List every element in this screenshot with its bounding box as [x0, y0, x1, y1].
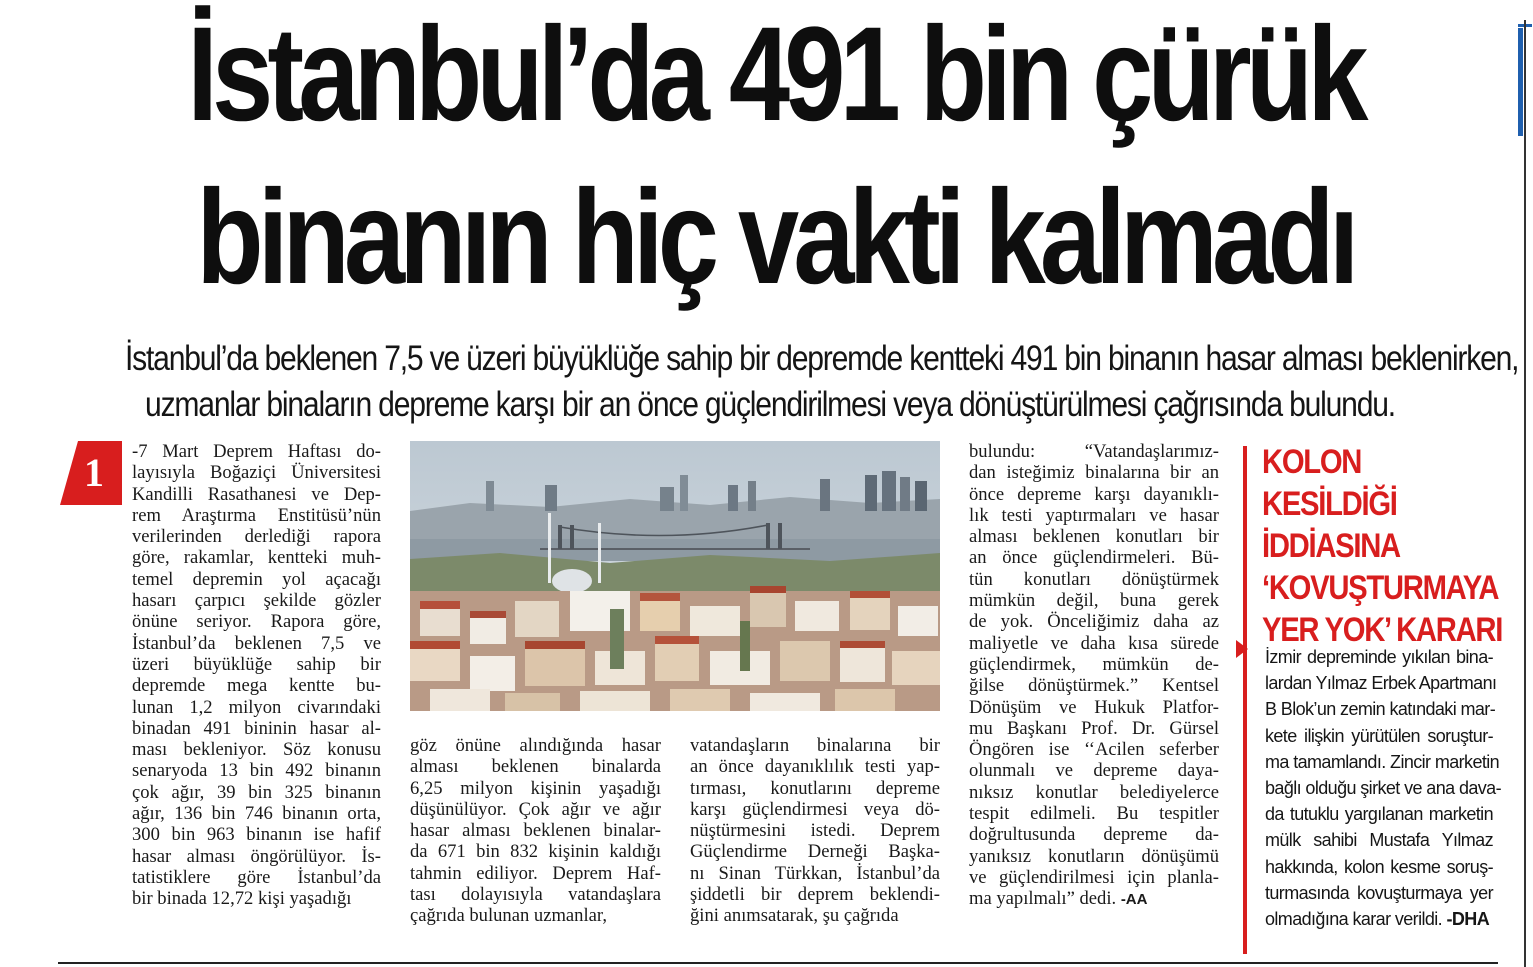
text-line: temel depremin yol açacağı	[132, 568, 381, 590]
text-line: Güçlendirme Derneği Başka-	[690, 841, 940, 863]
text-line: önce depreme karşı dayanıklı-	[969, 483, 1219, 505]
text-line: düşünülüyor. Çok ağır ve ağır	[410, 798, 661, 820]
text-line: vatandaşların binalarına bir	[690, 735, 940, 756]
text-line: tırması, konutlarını depreme	[690, 777, 940, 799]
text-line: alması beklenen binalarda	[410, 756, 661, 778]
text-line: ğilse dönüştürmek.” Kentsel	[969, 675, 1219, 697]
text-line: göre, rakamlar, kentteki muh-	[132, 547, 381, 569]
text-line: senaryoda 13 bin 492 binanın	[132, 760, 381, 782]
text-line: Kandilli Rasathanesi ve Dep-	[132, 483, 381, 505]
istanbul-skyline-photo	[410, 441, 940, 711]
text-line: nüştürmesini istedi. Deprem	[690, 820, 940, 842]
sidebar-title-line: YER YOK’ KARARI	[1262, 611, 1503, 649]
sidebar-title	[1262, 441, 1503, 651]
text-line: an önce dayanıklılık testi yap-	[690, 756, 940, 778]
sidebar-pointer-icon	[1236, 640, 1248, 658]
text-line: ğini anımsatarak, şu çağrıda	[690, 905, 899, 927]
deck	[125, 336, 1519, 428]
text-line: tespit edilmeli. Bu tespitler	[969, 803, 1219, 825]
text-line: layısıyla Boğaziçi Üniversitesi	[132, 462, 381, 484]
sidebar-text-line: da tutuklu yargılanan marketin	[1265, 804, 1493, 825]
text-line: mümkün değil, buna gerek	[969, 590, 1219, 612]
text-line: bulundu: “Vatandaşlarımız-	[969, 441, 1219, 462]
text-line: maliyetle ve daha kısa sürede	[969, 632, 1219, 654]
headline-line-1: İstanbul’da 491 bin çürük	[187, 0, 1363, 149]
sidebar-title-line: KOLON	[1262, 443, 1362, 481]
text-line: lunan 1,2 milyon civarındaki	[132, 696, 381, 718]
text-line: üzeri büyüklüğe sahip bir	[132, 653, 381, 675]
text-line: yanıksız konutların dönüşümü	[969, 845, 1219, 867]
text-line: bir binada 12,72 kişi yaşadığı	[132, 888, 352, 910]
text-line: hasar alması öngörülüyor. İs-	[132, 845, 381, 867]
deck-line-1: İstanbul’da beklenen 7,5 ve üzeri büyüklüğe sahip bir depremde kentteki 491 bin binanın hasar alması beklenirken,	[125, 339, 1519, 378]
sidebar-title-line: İDDİASINA	[1262, 527, 1400, 565]
text-line: -7 Mart Deprem Haftası do-	[132, 441, 381, 462]
text-line: güçlendirmek, mümkün de-	[969, 653, 1219, 675]
text-line: göz önüne alındığında hasar	[410, 735, 661, 756]
text-line: dan isteğimiz binalarına bir an	[969, 462, 1219, 484]
text-line: karşı güçlendirmesi veya dö-	[690, 798, 940, 820]
text-line: depremde mega kentte bu-	[132, 675, 381, 697]
text-line: alması beklenen konutları bir	[969, 526, 1219, 548]
text-line: rem Araştırma Enstitüsü’nün	[132, 504, 381, 526]
article-column-1	[132, 441, 381, 910]
text-line: nıksız konutlar belediyelerce	[969, 781, 1219, 803]
text-line: an önce güçlendirmeleri. Bü-	[969, 547, 1219, 569]
text-line: İstanbul’da beklenen 7,5 ve	[132, 632, 381, 654]
text-line: olunmalı ve depreme daya-	[969, 760, 1219, 782]
text-line: Dönüşüm ve Hukuk Platfor-	[969, 696, 1219, 718]
houses-cluster	[410, 586, 940, 711]
text-line: tahmin ediliyor. Deprem Haf-	[410, 862, 661, 884]
sidebar-text-line: İzmir depreminde yıkılan bina-	[1265, 647, 1493, 667]
article-column-3	[690, 735, 940, 927]
sidebar-title-line: ‘KOVUŞTURMAYA	[1262, 569, 1499, 607]
text-line: ve güçlendirilmesi için planla-	[969, 866, 1219, 888]
article-column-2	[410, 735, 661, 927]
deck-line-2: uzmanlar binaların depreme karşı bir an önce güçlendirilmesi veya dönüştürülmesi çağrısında bulundu.	[145, 385, 1395, 424]
sidebar-text-line: B Blok’un zemin katındaki mar-	[1265, 699, 1496, 720]
article-column-4	[969, 441, 1219, 911]
text-line: çok ağır, 39 bin 325 binanın	[132, 781, 381, 803]
sidebar-text-line: hakkında, kolon kesme soruş-	[1265, 856, 1493, 877]
closing-text: ma yapılmalı” dedi.	[969, 888, 1117, 910]
text-line: tatistiklere göre İstanbul’da	[132, 866, 381, 888]
sidebar-text-line: kete ilişkin yürütülen soruştur-	[1265, 725, 1493, 746]
sidebar-closing-text: olmadığına karar verildi.	[1265, 909, 1443, 930]
text-line: Öngören ise ‘‘Acilen seferber	[969, 739, 1219, 761]
sidebar-title-line: KESİLDİĞİ	[1262, 485, 1397, 523]
sidebar-text-line: turmasında kovuşturmaya yer	[1265, 882, 1493, 903]
sidebar-text-line: mülk sahibi Mustafa Yılmaz	[1265, 830, 1493, 851]
sidebar-accent-rule	[1243, 446, 1247, 954]
sidebar-text-line: ma tamamlandı. Zincir marketin	[1265, 751, 1500, 772]
text-line: mu Başkanı Prof. Dr. Gürsel	[969, 717, 1219, 739]
text-line: doğrultusunda depreme da-	[969, 824, 1219, 846]
text-line: verilerinden derlediği rapora	[132, 526, 381, 548]
bottom-rule	[58, 962, 1498, 964]
text-line: 300 bin 963 binanın ise hafif	[132, 824, 381, 846]
sidebar-text-line	[1265, 906, 1493, 932]
sidebar-text-line: lardan Yılmaz Erbek Apartmanı	[1265, 673, 1497, 694]
text-line	[969, 888, 1219, 910]
page-number-badge	[60, 441, 122, 505]
sidebar-body	[1265, 644, 1501, 932]
text-line: tün konutları dönüştürmek	[969, 568, 1219, 590]
text-line: da 671 bin 832 kişinin kaldığı	[410, 841, 661, 863]
text-line: çağrıda bulunan uzmanlar,	[410, 905, 607, 927]
text-line: tası dolayısıyla vatandaşlara	[410, 884, 661, 906]
text-line: 6,25 milyon kişinin yaşadığı	[410, 777, 661, 799]
headline-line-2: binanın hiç vakti kalmadı	[196, 163, 1354, 312]
text-line: binadan 491 bininin hasar al-	[132, 717, 381, 739]
badge-number: 1	[84, 450, 104, 495]
text-line: lık testi yaptırmaları ve hasar	[969, 504, 1219, 526]
edge-accent-bar	[1518, 28, 1523, 136]
text-line: hasar alması beklenen binalar-	[410, 820, 661, 842]
edge-divider	[1524, 20, 1526, 967]
text-line: de yok. Önceliğimiz daha az	[969, 611, 1219, 633]
text-line: ağır, 136 bin 746 binanın orta,	[132, 803, 381, 825]
text-line: ması bekleniyor. Söz konusu	[132, 739, 381, 761]
sidebar-source-credit: -DHA	[1446, 909, 1490, 930]
text-line: önüne seriyor. Rapora göre,	[132, 611, 381, 633]
text-line: şiddetli bir deprem beklendi-	[690, 884, 940, 906]
photo-illustration	[410, 441, 940, 711]
text-line: nı Sinan Türkkan, İstanbul’da	[690, 862, 940, 884]
sidebar-text-line: bağlı olduğu şirket ve ana dava-	[1265, 778, 1501, 799]
source-credit: -AA	[1120, 891, 1148, 909]
text-line: hasarı çarpıcı şekilde gözler	[132, 590, 381, 612]
